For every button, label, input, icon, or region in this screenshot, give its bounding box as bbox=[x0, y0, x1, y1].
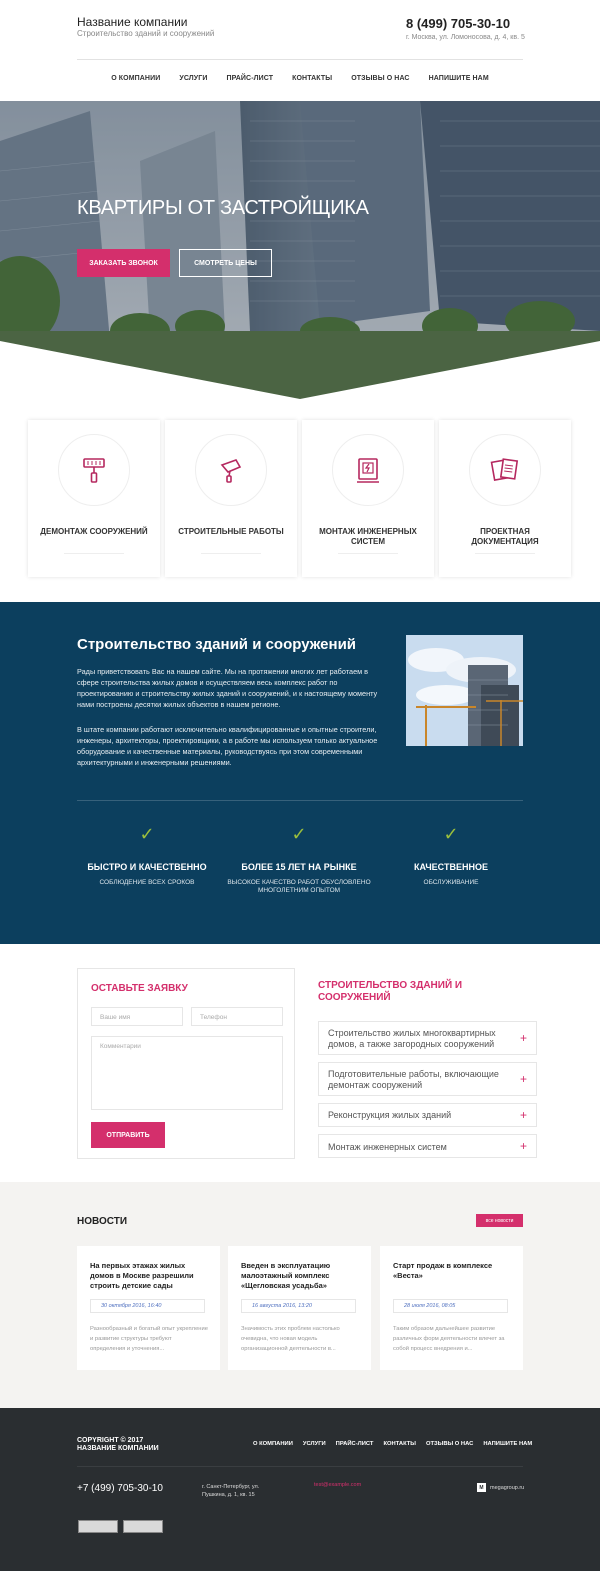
nav-item-contacts[interactable]: КОНТАКТЫ bbox=[292, 75, 333, 82]
news-card-title[interactable]: Введен в эксплуатацию малоэтажный комплекс «Щегловская усадьба» bbox=[241, 1261, 331, 1290]
news-section bbox=[0, 1182, 600, 1408]
check-icon: ✓ bbox=[291, 824, 307, 844]
about-paragraph-2: В штате компании работают исключительно квалифицированные и опытные строители, инженеры, архитекторы, проектировщики, а в работе мы используем только актуальное оборудование и качественные материалы, руководствуясь при этом современными архитектурными и инженерными решениями. bbox=[77, 725, 378, 767]
service-divider bbox=[201, 553, 261, 554]
service-title: ДЕМОНТАЖ СООРУЖЕНИЙ bbox=[40, 527, 148, 536]
header-divider bbox=[77, 59, 523, 60]
hero-banner bbox=[0, 101, 600, 399]
feature-subtitle: ВЫСОКОЕ КАЧЕСТВО РАБОТ ОБУСЛОВЛЕНО МНОГОЛЕТНИМ ОПЫТОМ bbox=[227, 879, 371, 894]
request-form bbox=[77, 968, 295, 1159]
accordion-title: СТРОИТЕЛЬСТВО ЗДАНИЙ И СООРУЖЕНИЙ bbox=[318, 980, 463, 1003]
accordion-item[interactable] bbox=[318, 1021, 537, 1055]
services-section bbox=[28, 420, 572, 577]
footer-address: г. Санкт-Петербург, ул. Пушкина, д. 1, кв. 15 bbox=[202, 1484, 260, 1498]
order-call-button[interactable]: ЗАКАЗАТЬ ЗВОНОК bbox=[77, 249, 170, 277]
footer-divider bbox=[77, 1466, 523, 1467]
news-card-text: Таким образом дальнейшее развитие различных форм деятельности влечет за собой процесс внедрения и... bbox=[393, 1326, 505, 1352]
trowel-icon bbox=[216, 455, 246, 485]
name-input[interactable]: Ваше имя bbox=[91, 1007, 183, 1026]
nav-item-services[interactable]: УСЛУГИ bbox=[179, 75, 208, 82]
footer-nav-reviews[interactable]: ОТЗЫВЫ О НАС bbox=[425, 1441, 474, 1447]
news-card-title[interactable]: Старт продаж в комплексе «Веста» bbox=[393, 1261, 493, 1280]
feature-fast-quality bbox=[72, 824, 222, 887]
service-icon-circle bbox=[58, 434, 130, 506]
developer-link[interactable] bbox=[477, 1483, 524, 1492]
submit-button[interactable]: ОТПРАВИТЬ bbox=[91, 1122, 165, 1148]
paint-roller-icon bbox=[79, 455, 109, 485]
service-card-demolition[interactable] bbox=[28, 420, 160, 577]
news-card[interactable] bbox=[228, 1246, 371, 1370]
nav-item-write-us[interactable]: НАПИШИТЕ НАМ bbox=[428, 75, 489, 82]
plus-icon: + bbox=[519, 1072, 527, 1086]
feature-title: КАЧЕСТВЕННОЕ bbox=[414, 862, 488, 872]
plus-icon: + bbox=[519, 1108, 527, 1122]
feature-experience bbox=[224, 824, 374, 895]
feature-subtitle: СОБЛЮДЕНИЕ ВСЕХ СРОКОВ bbox=[99, 879, 195, 886]
feature-subtitle: ОБСЛУЖИВАНИЕ bbox=[423, 879, 479, 886]
feature-title: БОЛЕЕ 15 ЛЕТ НА РЫНКЕ bbox=[241, 862, 357, 872]
footer-nav-services[interactable]: УСЛУГИ bbox=[302, 1441, 326, 1447]
news-card[interactable] bbox=[77, 1246, 220, 1370]
accordion-item-label: Монтаж инженерных систем bbox=[328, 1142, 447, 1152]
form-title: ОСТАВЬТЕ ЗАЯВКУ bbox=[91, 983, 188, 994]
footer-phone[interactable]: +7 (499) 705-30-10 bbox=[77, 1483, 163, 1494]
news-card[interactable] bbox=[380, 1246, 523, 1370]
header-address: г. Москва, ул. Ломоносова, д. 4, кв. 5 bbox=[406, 34, 525, 41]
news-title: НОВОСТИ bbox=[77, 1216, 128, 1227]
hero-title: КВАРТИРЫ ОТ ЗАСТРОЙЩИКА bbox=[77, 197, 369, 219]
about-divider bbox=[77, 800, 523, 801]
documents-icon bbox=[489, 455, 521, 485]
service-title: МОНТАЖ ИНЖЕНЕРНЫХ СИСТЕМ bbox=[319, 527, 417, 546]
company-subtitle: Строительство зданий и сооружений bbox=[77, 29, 215, 38]
service-divider bbox=[64, 553, 124, 554]
footer-nav-write-us[interactable]: НАПИШИТЕ НАМ bbox=[483, 1441, 533, 1447]
news-card-date: 16 августа 2016, 13:20 bbox=[241, 1299, 356, 1313]
megagroup-logo-icon: M bbox=[477, 1483, 486, 1492]
check-icon: ✓ bbox=[139, 824, 155, 844]
accordion-item[interactable] bbox=[318, 1103, 537, 1127]
accordion-item[interactable] bbox=[318, 1062, 537, 1096]
news-card-text: Значимость этих проблем настолько очевидна, что новая модель организационной деятельности в... bbox=[241, 1326, 340, 1352]
developer-label: megagroup.ru bbox=[490, 1484, 525, 1491]
service-title: ПРОЕКТНАЯ ДОКУМЕНТАЦИЯ bbox=[471, 527, 539, 546]
all-news-button[interactable]: все новости bbox=[476, 1214, 523, 1227]
header-phone[interactable]: 8 (499) 705-30-10 bbox=[406, 16, 511, 31]
service-icon-circle bbox=[469, 434, 541, 506]
copyright-line: COPYRIGHT © 2017 bbox=[77, 1437, 144, 1444]
view-prices-button[interactable]: СМОТРЕТЬ ЦЕНЫ bbox=[179, 249, 272, 277]
service-divider bbox=[338, 553, 398, 554]
about-title: Строительство зданий и сооружений bbox=[77, 636, 357, 653]
news-card-date: 30 октября 2016, 16:40 bbox=[90, 1299, 205, 1313]
service-card-engineering[interactable] bbox=[302, 420, 434, 577]
footer-nav bbox=[253, 1441, 542, 1447]
feature-service bbox=[376, 824, 526, 887]
about-section bbox=[0, 602, 600, 944]
accordion-item-label: Подготовительные работы, включающие демонтаж сооружений bbox=[328, 1069, 499, 1090]
site-footer bbox=[0, 1408, 600, 1571]
company-name[interactable]: Название компании bbox=[77, 15, 188, 29]
news-card-title[interactable]: На первых этажах жилых домов в Москве разрешили строить детские сады bbox=[90, 1261, 194, 1290]
service-card-documentation[interactable] bbox=[439, 420, 571, 577]
plus-icon: + bbox=[519, 1139, 527, 1153]
nav-item-reviews[interactable]: ОТЗЫВЫ О НАС bbox=[351, 75, 410, 82]
about-paragraph-1: Рады приветствовать Вас на нашем сайте. Мы на протяжении многих лет работаем в сфере строительства жилых домов и осуществляем весь комплекс работ по проектированию и строительству жилых зданий и сооружений, и к настоящему моменту нами построены десятки жилых объектов в нашем регионе. bbox=[77, 667, 378, 709]
service-divider bbox=[475, 553, 535, 554]
nav-item-pricelist[interactable]: ПРАЙС-ЛИСТ bbox=[226, 75, 274, 82]
copyright bbox=[77, 1437, 159, 1453]
service-icon-circle bbox=[195, 434, 267, 506]
footer-nav-about[interactable]: О КОМПАНИИ bbox=[253, 1441, 293, 1447]
feature-title: БЫСТРО И КАЧЕСТВЕННО bbox=[87, 862, 207, 872]
main-nav bbox=[0, 75, 600, 82]
counter-badge[interactable] bbox=[78, 1520, 118, 1533]
accordion-item[interactable] bbox=[318, 1134, 537, 1158]
site-header bbox=[0, 0, 600, 101]
check-icon: ✓ bbox=[443, 824, 459, 844]
service-icon-circle bbox=[332, 434, 404, 506]
footer-nav-pricelist[interactable]: ПРАЙС-ЛИСТ bbox=[335, 1441, 374, 1447]
news-card-text: Разнообразный и богатый опыт укрепление и развитие структуры требуют определения и уточнения... bbox=[90, 1326, 208, 1352]
footer-email[interactable]: test@example.com bbox=[314, 1482, 362, 1488]
accordion-item-label: Строительство жилых многоквартирных домов, а также загородных сооружений bbox=[328, 1028, 496, 1049]
footer-nav-contacts[interactable]: КОНТАКТЫ bbox=[383, 1441, 416, 1447]
nav-item-about[interactable]: О КОМПАНИИ bbox=[111, 75, 161, 82]
copyright-company: НАЗВАНИЕ КОМПАНИИ bbox=[77, 1445, 159, 1452]
accordion-item-label: Реконструкция жилых зданий bbox=[328, 1110, 452, 1120]
service-card-construction[interactable] bbox=[165, 420, 297, 577]
plus-icon: + bbox=[519, 1031, 527, 1045]
counter-badge[interactable] bbox=[123, 1520, 163, 1533]
service-title: СТРОИТЕЛЬНЫЕ РАБОТЫ bbox=[178, 527, 284, 536]
phone-input[interactable]: Телефон bbox=[191, 1007, 283, 1026]
comment-textarea[interactable]: Комментарии bbox=[91, 1036, 283, 1110]
about-photo bbox=[406, 635, 523, 746]
news-card-date: 28 июля 2016, 08:05 bbox=[393, 1299, 508, 1313]
electrical-panel-icon bbox=[353, 455, 383, 485]
